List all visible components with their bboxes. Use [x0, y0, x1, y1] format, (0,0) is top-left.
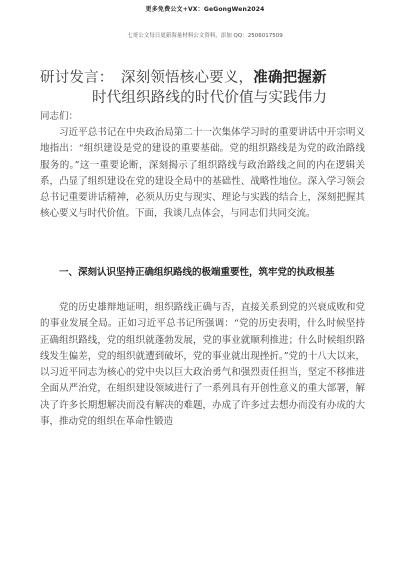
document-title [40, 68, 380, 108]
title-prefix: 研讨发言： 深刻领悟核心要义， [40, 70, 254, 86]
section-heading-1: 一、深刻认识坚持正确组织路线的极端重要性，筑牢党的执政根基 [59, 267, 335, 278]
greeting: 同志们： [40, 111, 79, 122]
paragraph-1: 习近平总书记在中央政治局第二十一次集体学习时的重要讲话中开宗明义地指出：“组织建设是党的建设的重要基础。党的组织路线是为党的政治路线服务的。”这一重要论断，深刻揭示了组织路线与政治路线之间的内在逻辑关系，凸显了组织建设在党的建设全局中的基础性、战略性地位。深入学习领会总书记重要讲话精神，必须从历史与现实、理论与实践的结合上，深刻把握其核心要义与时代价值。下面，我谈几点体会，与同志们共同交流。 [40, 127, 365, 220]
title-line-2: 时代组织路线的时代价值与实践伟力 [92, 90, 328, 106]
title-bold: 准确把握新 [253, 70, 327, 86]
header-contact-line: 七哥公文每日更新海量材料公文资料，添加 QQ：2506017509 [127, 33, 283, 39]
header-promo-line: 更多免费公文+VX：GeGongWen2024 [145, 6, 265, 13]
paragraph-2: 党的历史雄辩地证明，组织路线正确与否，直接关系到党的兴衰成败和党的事业发展全局。正如习近平总书记所强调：“党的历史表明，什么时候坚持正确组织路线，党的组织就蓬勃发展，党的事业就顺利推进；什么时候组织路线发生偏差，党的组织就遭到破坏，党的事业就出现挫折。”党的十八大以来，以习近平同志为核心的党中央以巨大政治勇气和强烈责任担当，坚定不移推进全面从严治党，在组织建设领域进行了一系列具有开创性意义的重大部署，解决了许多长期想解决而没有解决的难题，办成了许多过去想办而没有办成的大事，推动党的组织在革命性锻造 [40, 302, 365, 428]
